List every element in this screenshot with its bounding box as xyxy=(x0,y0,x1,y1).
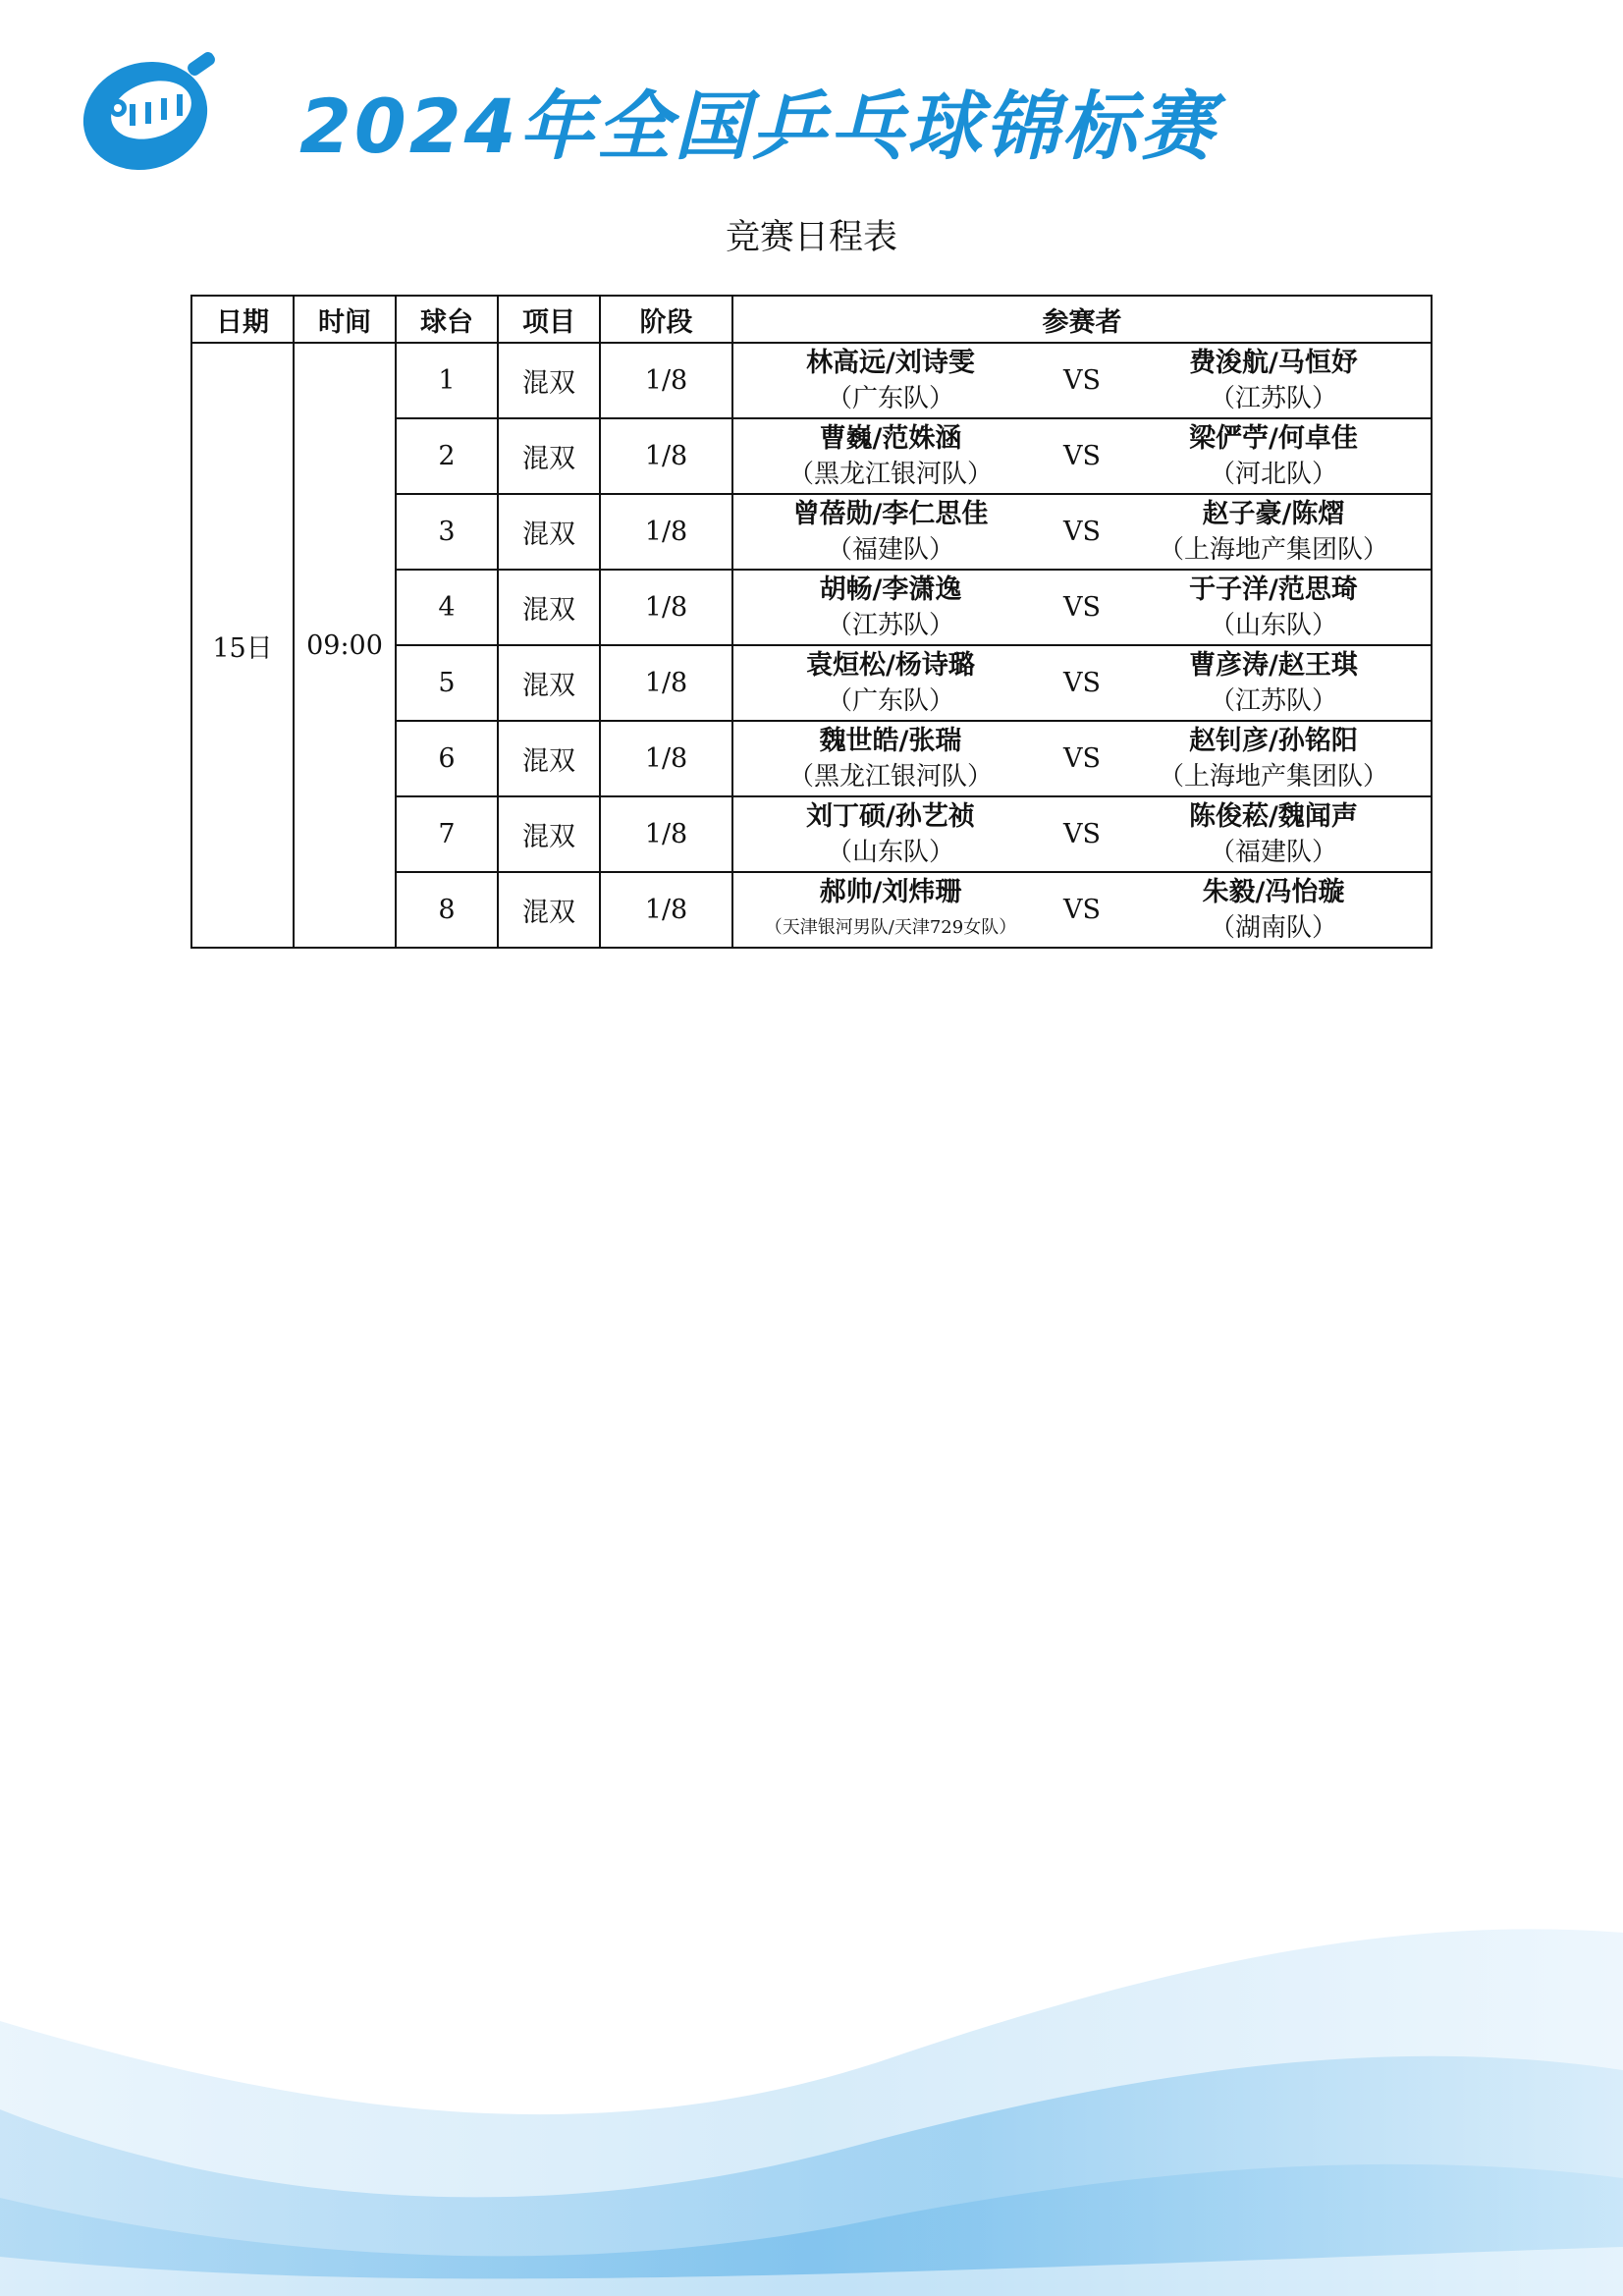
right-side xyxy=(1116,573,1431,643)
decorative-wave-background xyxy=(0,1884,1623,2296)
participants-cell xyxy=(732,343,1432,418)
column-header-event: 项目 xyxy=(498,296,600,343)
table-header-row xyxy=(191,296,1432,343)
column-header-table: 球台 xyxy=(396,296,498,343)
stage-cell: 1/8 xyxy=(600,721,732,796)
stage-cell: 1/8 xyxy=(600,645,732,721)
participants-cell xyxy=(732,721,1432,796)
left-side xyxy=(733,421,1048,492)
left-side xyxy=(733,799,1048,870)
right-team: （山东队） xyxy=(1209,610,1337,640)
vs-label: VS xyxy=(1063,819,1101,849)
match xyxy=(733,421,1431,492)
event-cell: 混双 xyxy=(498,796,600,872)
schedule-title: 竞赛日程表 xyxy=(725,218,897,257)
stage-cell: 1/8 xyxy=(600,494,732,570)
participants-cell xyxy=(732,796,1432,872)
right-side xyxy=(1116,724,1431,794)
table-number-cell: 5 xyxy=(396,645,498,721)
event-cell: 混双 xyxy=(498,645,600,721)
right-player-names: 费浚航/马恒妤 xyxy=(1189,347,1358,378)
vs-label: VS xyxy=(1063,365,1101,396)
right-team: （河北队） xyxy=(1209,459,1337,489)
right-side xyxy=(1116,421,1431,492)
left-team: （江苏队） xyxy=(826,610,954,640)
left-team: （福建队） xyxy=(826,534,954,565)
table-tennis-logo-icon xyxy=(79,51,221,174)
right-side xyxy=(1116,497,1431,568)
participants-cell xyxy=(732,872,1432,948)
match xyxy=(733,875,1431,946)
left-team: （黑龙江银河队） xyxy=(787,459,993,489)
vs-label: VS xyxy=(1063,441,1101,471)
left-team: （天津银河男队/天津729女队） xyxy=(764,916,1017,938)
match xyxy=(733,724,1431,794)
right-player-names: 陈俊菘/魏闻声 xyxy=(1189,800,1358,832)
right-side xyxy=(1116,875,1431,946)
stage-cell: 1/8 xyxy=(600,872,732,948)
vs-label: VS xyxy=(1063,743,1101,774)
column-header-time: 时间 xyxy=(294,296,396,343)
right-team: （江苏队） xyxy=(1209,685,1337,716)
table-number-cell: 8 xyxy=(396,872,498,948)
right-team: （江苏队） xyxy=(1209,383,1337,413)
left-side xyxy=(733,497,1048,568)
left-player-names: 魏世皓/张瑞 xyxy=(819,725,962,756)
right-team: （上海地产集团队） xyxy=(1158,534,1388,565)
left-team: （广东队） xyxy=(826,383,954,413)
event-cell: 混双 xyxy=(498,343,600,418)
event-cell: 混双 xyxy=(498,721,600,796)
left-player-names: 袁烜松/杨诗璐 xyxy=(806,649,975,681)
participants-cell xyxy=(732,570,1432,645)
left-player-names: 曹巍/范姝涵 xyxy=(819,422,962,454)
participants-cell xyxy=(732,645,1432,721)
left-side xyxy=(733,724,1048,794)
schedule-table xyxy=(190,295,1433,949)
vs-label: VS xyxy=(1063,592,1101,623)
event-cell: 混双 xyxy=(498,570,600,645)
column-header-date: 日期 xyxy=(191,296,294,343)
left-player-names: 曾蓓勋/李仁思佳 xyxy=(792,498,989,529)
table-number-cell: 6 xyxy=(396,721,498,796)
left-player-names: 胡畅/李潇逸 xyxy=(819,574,962,605)
header xyxy=(79,51,1551,184)
right-player-names: 赵子豪/陈熠 xyxy=(1202,498,1345,529)
left-side xyxy=(733,875,1048,946)
left-player-names: 林高远/刘诗雯 xyxy=(806,347,975,378)
left-player-names: 刘丁硕/孙艺祯 xyxy=(806,800,975,832)
participants-cell xyxy=(732,494,1432,570)
left-side xyxy=(733,346,1048,416)
right-team: （湖南队） xyxy=(1209,912,1337,943)
stage-cell: 1/8 xyxy=(600,418,732,494)
vs-label: VS xyxy=(1063,895,1101,925)
table-number-cell: 3 xyxy=(396,494,498,570)
match xyxy=(733,346,1431,416)
left-team: （广东队） xyxy=(826,685,954,716)
table-number-cell: 4 xyxy=(396,570,498,645)
table-number-cell: 1 xyxy=(396,343,498,418)
left-team: （山东队） xyxy=(826,837,954,867)
right-team: （上海地产集团队） xyxy=(1158,761,1388,792)
participants-cell xyxy=(732,418,1432,494)
column-header-stage: 阶段 xyxy=(600,296,732,343)
right-side xyxy=(1116,346,1431,416)
championship-title: 2024年全国乒乓球锦标赛 xyxy=(299,82,1217,170)
match xyxy=(733,799,1431,870)
right-player-names: 梁俨苧/何卓佳 xyxy=(1189,422,1358,454)
right-player-names: 朱毅/冯怡璇 xyxy=(1202,876,1345,907)
match xyxy=(733,573,1431,643)
stage-cell: 1/8 xyxy=(600,570,732,645)
left-side xyxy=(733,648,1048,719)
table-row xyxy=(191,343,1432,418)
column-header-participants: 参赛者 xyxy=(732,296,1432,343)
table-number-cell: 7 xyxy=(396,796,498,872)
right-side xyxy=(1116,648,1431,719)
stage-cell: 1/8 xyxy=(600,796,732,872)
right-player-names: 曹彦涛/赵王琪 xyxy=(1189,649,1358,681)
vs-label: VS xyxy=(1063,668,1101,698)
stage-cell: 1/8 xyxy=(600,343,732,418)
date-cell: 15日 xyxy=(191,343,294,948)
left-player-names: 郝帅/刘炜珊 xyxy=(819,876,962,907)
left-team: （黑龙江银河队） xyxy=(787,761,993,792)
right-player-names: 赵钊彦/孙铭阳 xyxy=(1189,725,1358,756)
match xyxy=(733,648,1431,719)
time-cell: 09:00 xyxy=(294,343,396,948)
left-side xyxy=(733,573,1048,643)
right-side xyxy=(1116,799,1431,870)
right-team: （福建队） xyxy=(1209,837,1337,867)
table-number-cell: 2 xyxy=(396,418,498,494)
match xyxy=(733,497,1431,568)
right-player-names: 于子洋/范思琦 xyxy=(1189,574,1358,605)
event-cell: 混双 xyxy=(498,418,600,494)
event-cell: 混双 xyxy=(498,872,600,948)
event-cell: 混双 xyxy=(498,494,600,570)
vs-label: VS xyxy=(1063,517,1101,547)
